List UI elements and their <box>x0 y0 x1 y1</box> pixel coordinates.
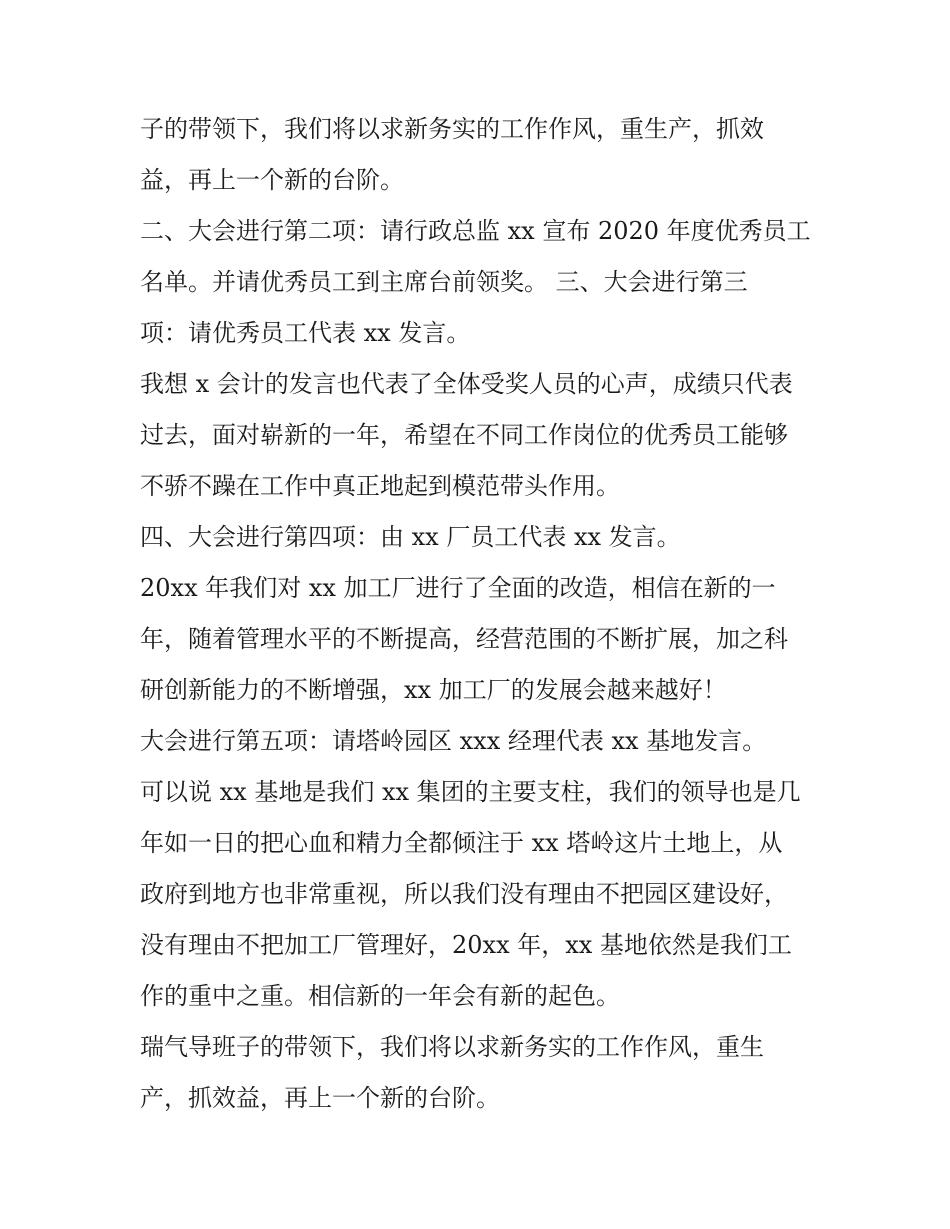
text-line: 研创新能力的不断增强，xx 加工厂的发展会越来越好！ <box>140 676 727 704</box>
text-line: 子的带领下，我们将以求新务实的工作作风，重生产，抓效 <box>140 115 764 143</box>
text-line: 瑞气导班子的带领下，我们将以求新务实的工作作风，重生 <box>140 1033 764 1061</box>
text-line: 作的重中之重。相信新的一年会有新的起色。 <box>140 982 620 1010</box>
text-line: 政府到地方也非常重视，所以我们没有理由不把园区建设好， <box>140 880 788 908</box>
text-line: 产，抓效益，再上一个新的台阶。 <box>140 1084 500 1112</box>
text-line: 20xx 年我们对 xx 加工厂进行了全面的改造，相信在新的一 <box>140 574 776 602</box>
document-body <box>140 104 820 1124</box>
text-line: 过去，面对崭新的一年，希望在不同工作岗位的优秀员工能够 <box>140 421 788 449</box>
text-line: 四、大会进行第四项：由 xx 厂员工代表 xx 发言。 <box>140 523 681 551</box>
text-line: 不骄不躁在工作中真正地起到模范带头作用。 <box>140 472 620 500</box>
text-line: 我想 x 会计的发言也代表了全体受奖人员的心声，成绩只代表 <box>140 370 793 398</box>
text-line: 名单。并请优秀员工到主席台前领奖。 三、大会进行第三 <box>140 268 748 296</box>
text-line: 大会进行第五项：请塔岭园区 xxx 经理代表 xx 基地发言。 <box>140 727 767 755</box>
text-line: 可以说 xx 基地是我们 xx 集团的主要支柱，我们的领导也是几 <box>140 778 801 806</box>
text-line: 年，随着管理水平的不断提高，经营范围的不断扩展，加之科 <box>140 625 788 653</box>
text-line: 没有理由不把加工厂管理好，20xx 年，xx 基地依然是我们工 <box>140 931 792 959</box>
text-line: 年如一日的把心血和精力全都倾注于 xx 塔岭这片土地上，从 <box>140 829 783 857</box>
text-line: 益，再上一个新的台阶。 <box>140 166 404 194</box>
text-line: 二、大会进行第二项：请行政总监 xx 宣布 2020 年度优秀员工 <box>140 217 811 245</box>
text-line: 项：请优秀员工代表 xx 发言。 <box>140 319 471 347</box>
